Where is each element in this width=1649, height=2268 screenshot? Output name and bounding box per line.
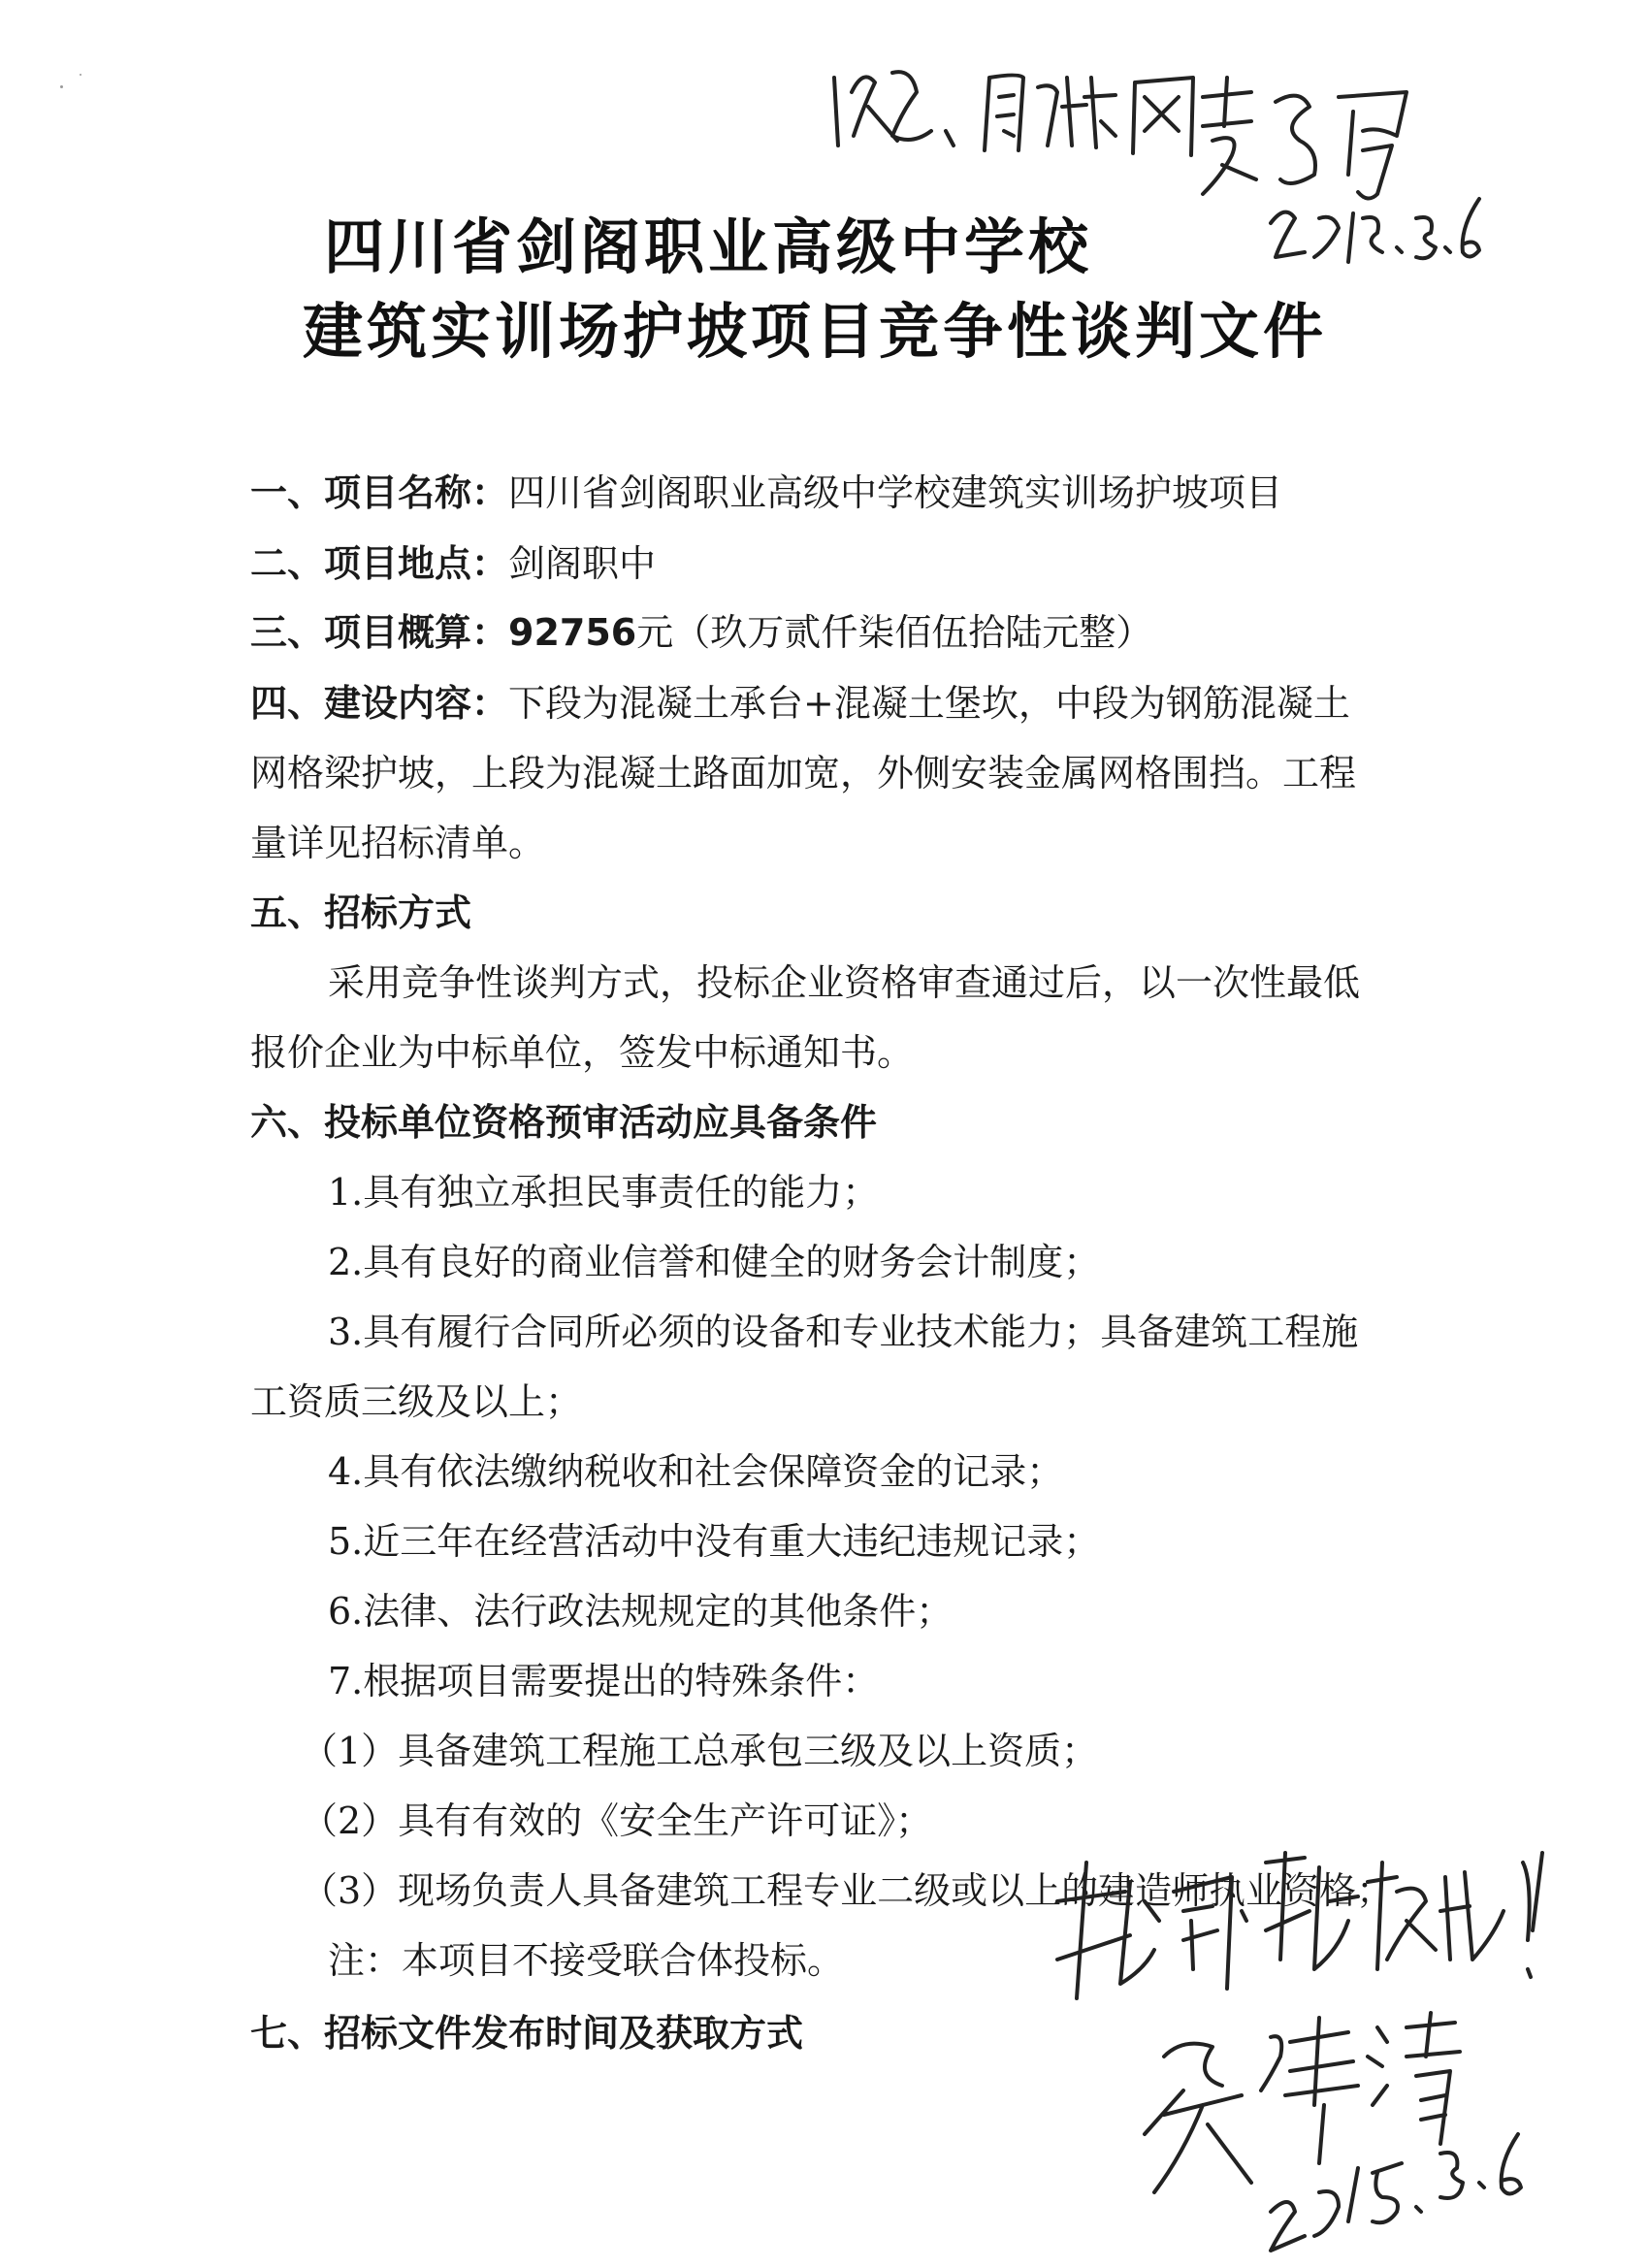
item-project-location [250, 539, 1375, 588]
qualification-item-5: 5.近三年在经营活动中没有重大违纪违规记录； [328, 1520, 1101, 1563]
project-location-value: 剑阁职中 [508, 542, 657, 585]
handwritten-approval-note [1038, 1824, 1581, 2018]
qualification-item-7: 7.根据项目需要提出的特殊条件： [328, 1660, 880, 1702]
joint-bid-note: 注：本项目不接受联合体投标。 [328, 1939, 845, 1982]
qualification-item-3-line1: 3.具有履行合同所必须的设备和专业技术能力；具备建筑工程施 [328, 1311, 1359, 1353]
bid-method-heading [250, 889, 1375, 937]
special-condition-3: （3）现场负责人具备建筑工程专业二级或以上的建造师执业资格； [301, 1869, 1394, 1912]
project-name-value: 四川省剑阁职业高级中学校建筑实训场护坡项目 [508, 471, 1283, 514]
scan-speck [60, 85, 63, 88]
project-budget-value: 元（玖万贰仟柒佰伍拾陆元整） [636, 611, 1153, 654]
qualification-heading-text: 六、投标单位资格预审活动应具备条件 [250, 1101, 878, 1144]
qualification-heading [250, 1098, 1375, 1147]
project-location-label: 二、项目地点： [250, 542, 509, 585]
construction-content-line3: 量详见招标清单。 [250, 822, 546, 864]
bid-method-heading-text: 五、招标方式 [250, 891, 472, 934]
release-heading-text: 七、招标文件发布时间及获取方式 [250, 2012, 804, 2055]
bid-method-line1: 采用竞争性谈判方式，投标企业资格审查通过后，以一次性最低 [328, 961, 1361, 1004]
qualification-item-3-line2: 工资质三级及以上； [250, 1380, 583, 1423]
project-budget-label: 三、项目概算： [250, 611, 509, 654]
item-project-name [250, 469, 1375, 517]
project-name-label: 一、项目名称： [250, 471, 509, 514]
bid-method-line2: 报价企业为中标单位，签发中标通知书。 [250, 1031, 915, 1074]
construction-content-line2: 网格梁护坡，上段为混凝土路面加宽，外侧安装金属网格围挡。工程 [250, 752, 1357, 794]
construction-content-line1: 下段为混凝土承台+混凝土堡坎，中段为钢筋混凝土 [508, 682, 1350, 725]
qualification-item-6: 6.法律、法行政法规规定的其他条件； [328, 1590, 954, 1633]
item-project-budget [250, 608, 1375, 657]
handwritten-date-top-right [1261, 184, 1494, 272]
special-condition-1: （1）具备建筑工程施工总承包三级及以上资质； [301, 1730, 1099, 1772]
qualification-item-2: 2.具有良好的商业信誉和健全的财务会计制度； [328, 1241, 1101, 1283]
qualification-item-4: 4.具有依法缴纳税收和社会保障资金的记录； [328, 1450, 1064, 1493]
qualification-item-1: 1.具有独立承担民事责任的能力； [328, 1171, 880, 1214]
project-budget-amount: 92756 [508, 611, 637, 654]
document-title-line2: 建筑实训场护坡项目竞争性谈判文件 [302, 296, 1327, 367]
handwritten-approval-date [1251, 2115, 1571, 2260]
item-construction-content [250, 679, 1375, 728]
construction-content-label: 四、建设内容： [250, 682, 509, 725]
scan-speck [80, 74, 81, 76]
special-condition-2: （2）具有有效的《安全生产许可证》； [301, 1799, 933, 1842]
document-title-line1: 四川省剑阁职业高级中学校 [323, 211, 1092, 282]
